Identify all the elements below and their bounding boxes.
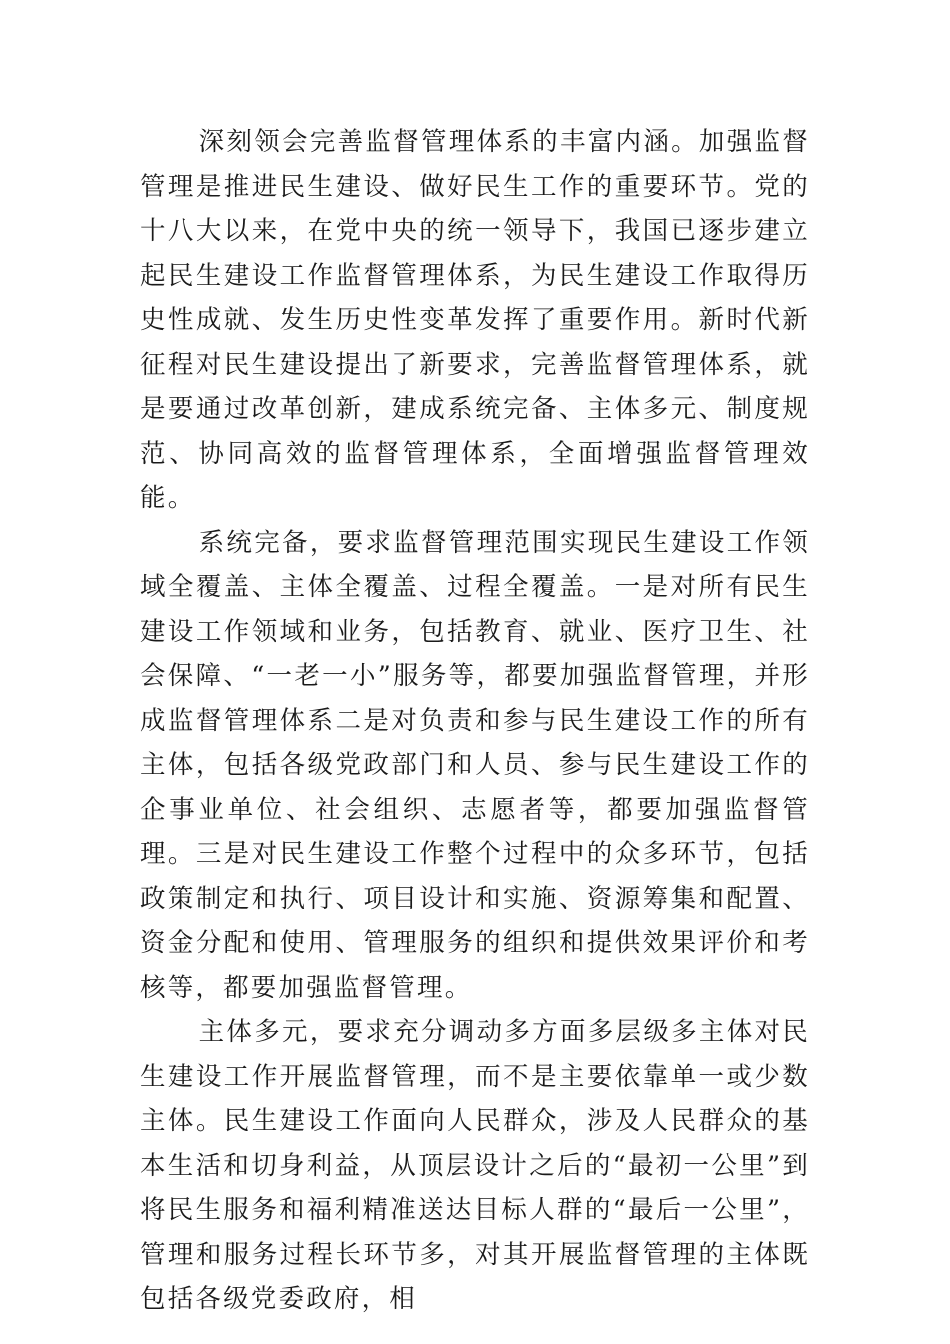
document-body (140, 120, 810, 1322)
paragraph-2: 系统完备，要求监督管理范围实现民生建设工作领域全覆盖、主体全覆盖、过程全覆盖。一是对所有民生建设工作领域和业务，包括教育、就业、医疗卫生、社会保障、“一老一小”服务等，都要加强监督管理，并形成监督管理体系二是对负责和参与民生建设工作的所有主体，包括各级党政部门和人员、参与民生建设工作的企事业单位、社会组织、志愿者等，都要加强监督管理。三是对民生建设工作整个过程中的众多环节，包括政策制定和执行、项目设计和实施、资源筹集和配置、资金分配和使用、管理服务的组织和提供效果评价和考核等，都要加强监督管理。 (140, 527, 810, 1003)
paragraph-1: 深刻领会完善监督管理体系的丰富内涵。加强监督管理是推进民生建设、做好民生工作的重要环节。党的十八大以来，在党中央的统一领导下，我国已逐步建立起民生建设工作监督管理体系，为民生建设工作取得历史性成就、发生历史性变革发挥了重要作用。新时代新征程对民生建设提出了新要求，完善监督管理体系，就是要通过改革创新，建成系统完备、主体多元、制度规范、协同高效的监督管理体系，全面增强监督管理效能。 (140, 127, 810, 513)
paragraph-3: 主体多元，要求充分调动多方面多层级多主体对民生建设工作开展监督管理，而不是主要依靠单一或少数主体。民生建设工作面向人民群众，涉及人民群众的基本生活和切身利益，从顶层设计之后的“最初一公里”到将民生服务和福利精准送达目标人群的“最后一公里”，管理和服务过程长环节多，对其开展监督管理的主体既包括各级党委政府，相 (140, 1017, 810, 1314)
